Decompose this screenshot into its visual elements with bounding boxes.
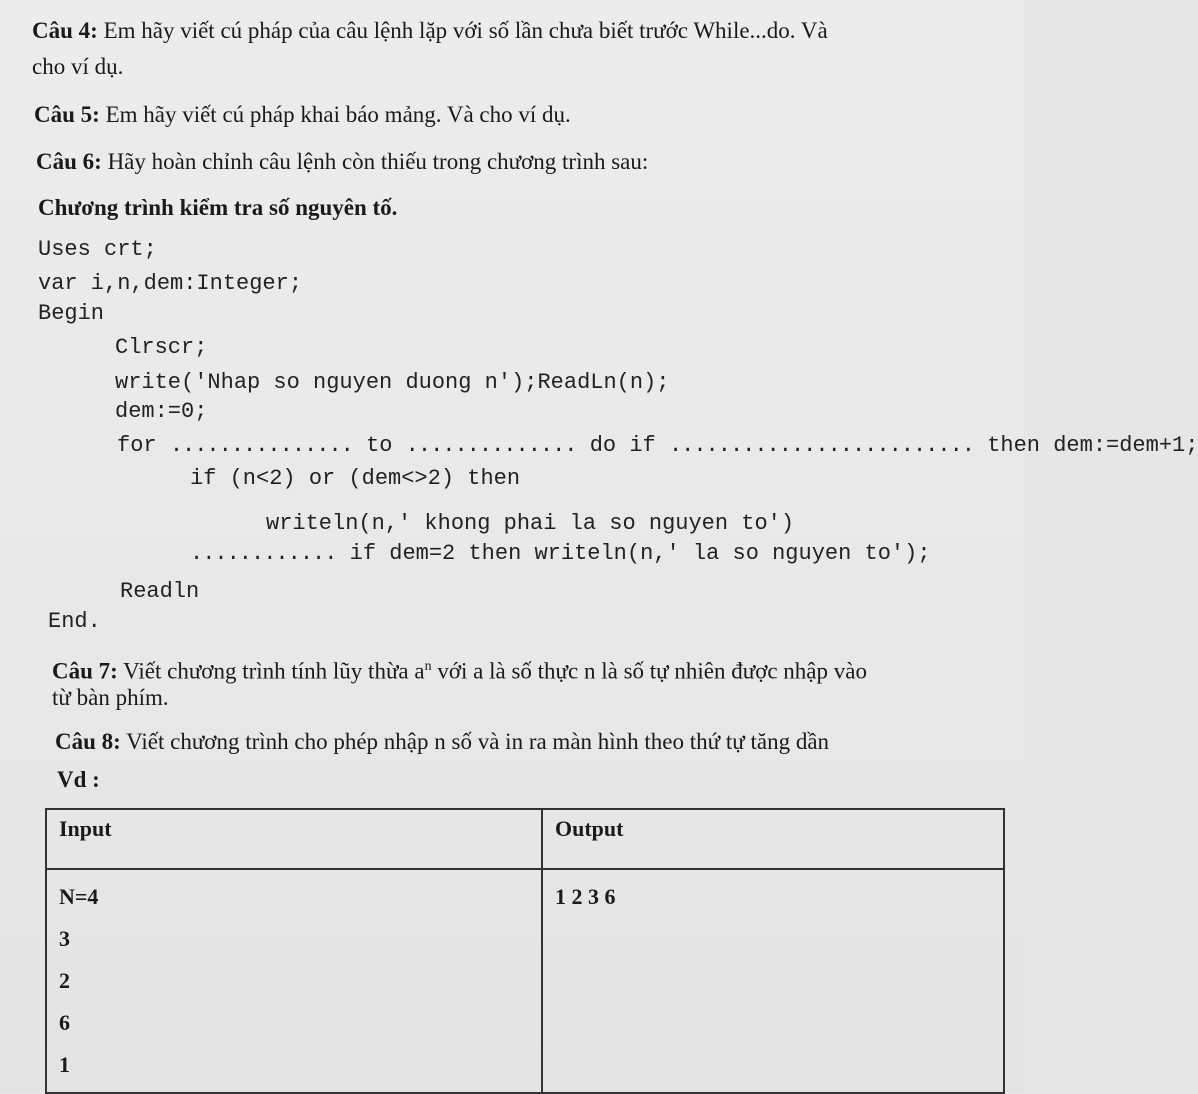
code-line-12: End. [48, 609, 101, 634]
question-5-label: Câu 5: [34, 102, 100, 127]
fill-blank-4: ............ [190, 541, 337, 566]
question-5-text: Em hãy viết cú pháp khai báo mảng. Và cho ví dụ. [99, 102, 571, 127]
example-table [45, 808, 1005, 1094]
input-value: N=4 [59, 884, 99, 909]
question-4-text: Em hãy viết cú pháp của câu lệnh lặp với số lần chưa biết trước While...do. Và [97, 18, 828, 43]
question-4-line2: cho ví dụ. [32, 54, 124, 79]
question-7-text-b: với a là số thực n là số tự nhiên được nhập vào [431, 658, 867, 684]
input-value: 2 [59, 968, 70, 993]
code-then-clause: then dem:=dem+1; [987, 433, 1198, 458]
code-line-11: Readln [120, 579, 200, 604]
input-value: 6 [59, 1010, 70, 1035]
code-do-if: do if [589, 433, 656, 458]
question-6 [36, 147, 648, 177]
fill-blank-3: ......................... [668, 433, 974, 458]
table-header-output: Output [542, 809, 1004, 869]
question-6-text: Hãy hoàn chỉnh câu lệnh còn thiếu trong chương trình sau: [101, 149, 649, 174]
question-8-text: Viết chương trình cho phép nhập n số và in ra màn hình theo thứ tự tăng dần [120, 729, 830, 754]
input-value: 1 [59, 1052, 70, 1077]
question-7-line2: từ bàn phím. [52, 685, 169, 710]
question-8-label: Câu 8: [55, 729, 121, 754]
code-line-1: Uses crt; [38, 237, 157, 262]
table-header-input: Input [46, 809, 542, 869]
table-row [46, 869, 1004, 1093]
input-value: 3 [59, 926, 70, 951]
question-7-superscript: n [424, 659, 432, 674]
table-header-row [46, 809, 1004, 869]
code-line-4: Clrscr; [115, 335, 208, 360]
code-line-6: dem:=0; [115, 399, 208, 424]
question-8 [55, 727, 1015, 757]
question-6-label: Câu 6: [36, 149, 102, 174]
code-line-9: writeln(n,' khong phai la so nguyen to') [266, 511, 795, 536]
question-5 [34, 100, 571, 130]
question-7 [52, 652, 1012, 687]
question-7-label: Câu 7: [52, 658, 118, 684]
question-7-text-a: Viết chương trình tính lũy thừa a [117, 658, 425, 684]
fill-blank-2: .............. [405, 433, 577, 458]
code-if-dem: if dem=2 then writeln(n,' la so nguyen to'); [349, 541, 931, 566]
table-cell-output [542, 869, 1004, 1093]
question-4-label: Câu 4: [32, 18, 98, 43]
code-line-7 [117, 432, 1198, 460]
question-4 [32, 16, 1017, 46]
code-line-5: write('Nhap so nguyen duong n');ReadLn(n); [115, 370, 670, 395]
code-line-10 [190, 540, 931, 568]
table-cell-input [46, 869, 542, 1093]
fill-blank-1: ............... [169, 433, 353, 458]
output-value: 1 2 3 6 [555, 884, 616, 909]
program-title: Chương trình kiểm tra số nguyên tố. [38, 195, 398, 220]
code-for-keyword: for [117, 433, 157, 458]
example-label: Vd : [57, 767, 100, 792]
code-to-keyword: to [366, 433, 393, 458]
code-line-3: Begin [38, 301, 105, 326]
code-line-2: var i,n,dem:Integer; [38, 271, 303, 296]
code-line-8: if (n<2) or (dem<>2) then [190, 466, 521, 491]
